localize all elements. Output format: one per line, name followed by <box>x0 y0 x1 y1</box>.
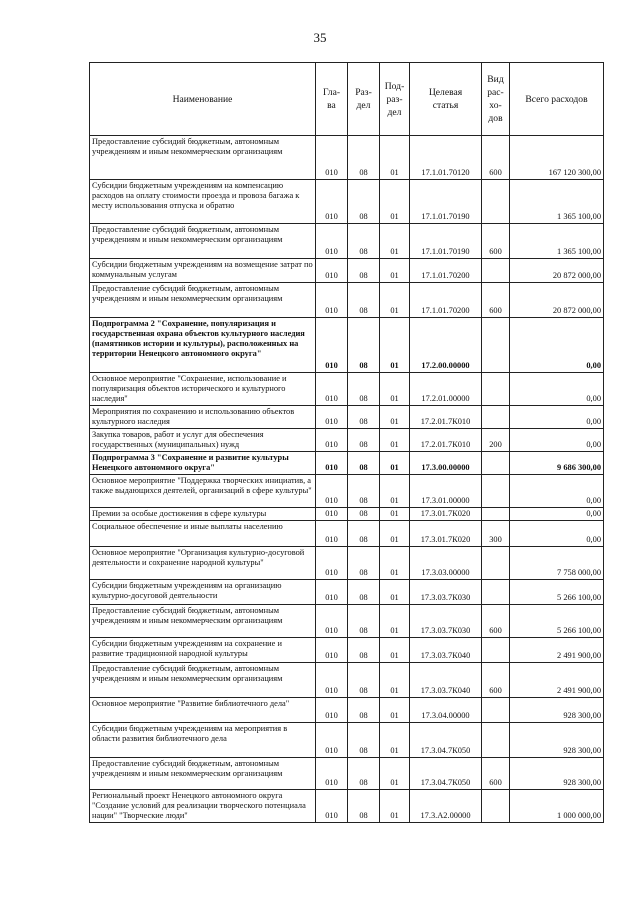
cell-vid <box>482 723 510 758</box>
cell-name: Субсидии бюджетным учреждениям на сохранение и развитие традиционной народной культуры <box>90 638 316 663</box>
cell-total: 928 300,00 <box>510 698 604 723</box>
cell-name: Основное мероприятие "Развитие библиотечного дела" <box>90 698 316 723</box>
cell-podrazdel: 01 <box>380 136 410 180</box>
cell-target: 17.3.03.7К030 <box>410 605 482 638</box>
cell-podrazdel: 01 <box>380 429 410 452</box>
cell-podrazdel: 01 <box>380 406 410 429</box>
table-row <box>90 224 604 259</box>
cell-target: 17.2.01.00000 <box>410 373 482 406</box>
cell-target: 17.3.04.00000 <box>410 698 482 723</box>
table-row <box>90 790 604 823</box>
cell-razdel: 08 <box>348 758 380 790</box>
cell-glava: 010 <box>316 452 348 475</box>
cell-razdel: 08 <box>348 373 380 406</box>
table-row <box>90 723 604 758</box>
table-row <box>90 475 604 508</box>
cell-total: 1 365 100,00 <box>510 180 604 224</box>
cell-name: Субсидии бюджетным учреждениям на мероприятия в области развития библиотечного дела <box>90 723 316 758</box>
cell-name: Закупка товаров, работ и услуг для обеспечения государственных (муниципальных) нужд <box>90 429 316 452</box>
header-razdel: Раз- дел <box>348 63 380 136</box>
cell-vid <box>482 406 510 429</box>
cell-target: 17.1.01.70190 <box>410 224 482 259</box>
cell-name: Социальное обеспечение и иные выплаты населению <box>90 521 316 547</box>
cell-target: 17.2.01.7К010 <box>410 429 482 452</box>
cell-total: 1 000 000,00 <box>510 790 604 823</box>
cell-total: 0,00 <box>510 475 604 508</box>
cell-glava: 010 <box>316 259 348 283</box>
header-vid: Вид рас- хо- дов <box>482 63 510 136</box>
cell-razdel: 08 <box>348 698 380 723</box>
cell-target: 17.3.03.00000 <box>410 547 482 580</box>
table-row <box>90 259 604 283</box>
cell-total: 5 266 100,00 <box>510 605 604 638</box>
cell-vid: 600 <box>482 283 510 318</box>
cell-total: 20 872 000,00 <box>510 283 604 318</box>
cell-target: 17.3.04.7К050 <box>410 758 482 790</box>
cell-name: Предоставление субсидий бюджетным, автономным учреждениям и иным некоммерческим организациям <box>90 758 316 790</box>
cell-name: Предоставление субсидий бюджетным, автономным учреждениям и иным некоммерческим организациям <box>90 663 316 698</box>
cell-podrazdel: 01 <box>380 521 410 547</box>
cell-glava: 010 <box>316 638 348 663</box>
cell-razdel: 08 <box>348 283 380 318</box>
cell-razdel: 08 <box>348 224 380 259</box>
cell-vid <box>482 580 510 605</box>
cell-vid <box>482 547 510 580</box>
cell-target: 17.3.А2.00000 <box>410 790 482 823</box>
cell-total: 5 266 100,00 <box>510 580 604 605</box>
cell-name: Мероприятия по сохранению и использованию объектов культурного наследия <box>90 406 316 429</box>
cell-podrazdel: 01 <box>380 547 410 580</box>
table-row <box>90 663 604 698</box>
budget-table <box>89 62 604 823</box>
cell-target: 17.3.01.7К020 <box>410 521 482 547</box>
cell-vid: 600 <box>482 136 510 180</box>
header-name: Наименование <box>90 63 316 136</box>
cell-target: 17.1.01.70200 <box>410 259 482 283</box>
cell-glava: 010 <box>316 605 348 638</box>
cell-vid <box>482 698 510 723</box>
table-row <box>90 136 604 180</box>
cell-name: Субсидии бюджетным учреждениям на возмещение затрат по коммунальным услугам <box>90 259 316 283</box>
cell-razdel: 08 <box>348 521 380 547</box>
cell-total: 0,00 <box>510 373 604 406</box>
cell-name: Предоставление субсидий бюджетным, автономным учреждениям и иным некоммерческим организациям <box>90 224 316 259</box>
cell-glava: 010 <box>316 429 348 452</box>
cell-podrazdel: 01 <box>380 638 410 663</box>
cell-podrazdel: 01 <box>380 723 410 758</box>
cell-total: 167 120 300,00 <box>510 136 604 180</box>
cell-target: 17.3.00.00000 <box>410 452 482 475</box>
cell-razdel: 08 <box>348 180 380 224</box>
cell-glava: 010 <box>316 790 348 823</box>
cell-target: 17.1.01.70120 <box>410 136 482 180</box>
cell-podrazdel: 01 <box>380 283 410 318</box>
table-row <box>90 283 604 318</box>
cell-total: 928 300,00 <box>510 723 604 758</box>
table-row <box>90 180 604 224</box>
cell-vid: 600 <box>482 605 510 638</box>
cell-razdel: 08 <box>348 790 380 823</box>
cell-total: 2 491 900,00 <box>510 663 604 698</box>
header-glava: Гла- ва <box>316 63 348 136</box>
table-row <box>90 406 604 429</box>
cell-razdel: 08 <box>348 136 380 180</box>
cell-vid: 600 <box>482 663 510 698</box>
cell-razdel: 08 <box>348 406 380 429</box>
table-row <box>90 429 604 452</box>
cell-target: 17.1.01.70190 <box>410 180 482 224</box>
cell-name: Основное мероприятие "Организация культурно-досуговой деятельности и сохранение народной культуры" <box>90 547 316 580</box>
cell-razdel: 08 <box>348 547 380 580</box>
cell-name: Предоставление субсидий бюджетным, автономным учреждениям и иным некоммерческим организациям <box>90 136 316 180</box>
cell-glava: 010 <box>316 521 348 547</box>
cell-razdel: 08 <box>348 605 380 638</box>
cell-total: 0,00 <box>510 429 604 452</box>
header-total: Всего расходов <box>510 63 604 136</box>
cell-total: 0,00 <box>510 508 604 521</box>
cell-glava: 010 <box>316 580 348 605</box>
cell-vid <box>482 508 510 521</box>
table-row <box>90 638 604 663</box>
cell-vid <box>482 373 510 406</box>
cell-razdel: 08 <box>348 663 380 698</box>
cell-name: Подпрограмма 2 "Сохранение, популяризация и государственная охрана объектов культурного наследия (памятников истории и культуры), расположенных на территории Ненецкого автономного округа" <box>90 318 316 373</box>
table-row <box>90 758 604 790</box>
table-row <box>90 508 604 521</box>
table-row <box>90 547 604 580</box>
cell-razdel: 08 <box>348 475 380 508</box>
cell-razdel: 08 <box>348 580 380 605</box>
cell-vid <box>482 475 510 508</box>
cell-name: Субсидии бюджетным учреждениям на компенсацию расходов на оплату стоимости проезда и провоза багажа к месту использования отпуска и обратно <box>90 180 316 224</box>
cell-total: 0,00 <box>510 318 604 373</box>
cell-podrazdel: 01 <box>380 259 410 283</box>
cell-target: 17.1.01.70200 <box>410 283 482 318</box>
cell-podrazdel: 01 <box>380 452 410 475</box>
cell-podrazdel: 01 <box>380 790 410 823</box>
cell-razdel: 08 <box>348 723 380 758</box>
cell-glava: 010 <box>316 318 348 373</box>
cell-razdel: 08 <box>348 259 380 283</box>
cell-glava: 010 <box>316 373 348 406</box>
cell-podrazdel: 01 <box>380 580 410 605</box>
cell-total: 7 758 000,00 <box>510 547 604 580</box>
cell-vid <box>482 790 510 823</box>
cell-podrazdel: 01 <box>380 663 410 698</box>
table-row <box>90 605 604 638</box>
cell-total: 0,00 <box>510 521 604 547</box>
cell-glava: 010 <box>316 136 348 180</box>
cell-glava: 010 <box>316 508 348 521</box>
cell-target: 17.3.03.7К040 <box>410 663 482 698</box>
cell-podrazdel: 01 <box>380 318 410 373</box>
cell-razdel: 08 <box>348 638 380 663</box>
table-row <box>90 373 604 406</box>
cell-total: 2 491 900,00 <box>510 638 604 663</box>
cell-name: Предоставление субсидий бюджетным, автономным учреждениям и иным некоммерческим организациям <box>90 283 316 318</box>
cell-podrazdel: 01 <box>380 180 410 224</box>
cell-glava: 010 <box>316 758 348 790</box>
cell-glava: 010 <box>316 547 348 580</box>
cell-podrazdel: 01 <box>380 373 410 406</box>
cell-vid <box>482 318 510 373</box>
header-podrazdel: Под- раз- дел <box>380 63 410 136</box>
cell-name: Основное мероприятие "Сохранение, использование и популяризация объектов исторического и культурного наследия" <box>90 373 316 406</box>
cell-name: Предоставление субсидий бюджетным, автономным учреждениям и иным некоммерческим организациям <box>90 605 316 638</box>
cell-name: Субсидии бюджетным учреждениям на организацию культурно-досуговой деятельности <box>90 580 316 605</box>
cell-vid: 600 <box>482 758 510 790</box>
cell-name: Премии за особые достижения в сфере культуры <box>90 508 316 521</box>
cell-glava: 010 <box>316 475 348 508</box>
header-row <box>90 63 604 136</box>
cell-razdel: 08 <box>348 508 380 521</box>
page-number: 35 <box>313 30 327 45</box>
cell-name: Подпрограмма 3 "Сохранение и развитие культуры Ненецкого автономного округа" <box>90 452 316 475</box>
table-row <box>90 580 604 605</box>
cell-total: 9 686 300,00 <box>510 452 604 475</box>
cell-razdel: 08 <box>348 429 380 452</box>
cell-vid <box>482 259 510 283</box>
table-row <box>90 452 604 475</box>
cell-glava: 010 <box>316 283 348 318</box>
cell-podrazdel: 01 <box>380 605 410 638</box>
cell-podrazdel: 01 <box>380 224 410 259</box>
cell-razdel: 08 <box>348 318 380 373</box>
cell-total: 1 365 100,00 <box>510 224 604 259</box>
cell-podrazdel: 01 <box>380 508 410 521</box>
cell-name: Основное мероприятие "Поддержка творческих инициатив, а также выдающихся деятелей, организаций в сфере культуры" <box>90 475 316 508</box>
cell-glava: 010 <box>316 698 348 723</box>
cell-podrazdel: 01 <box>380 698 410 723</box>
cell-glava: 010 <box>316 224 348 259</box>
cell-target: 17.2.01.7К010 <box>410 406 482 429</box>
cell-glava: 010 <box>316 180 348 224</box>
cell-glava: 010 <box>316 723 348 758</box>
cell-podrazdel: 01 <box>380 758 410 790</box>
cell-glava: 010 <box>316 663 348 698</box>
cell-vid <box>482 452 510 475</box>
cell-glava: 010 <box>316 406 348 429</box>
cell-total: 0,00 <box>510 406 604 429</box>
cell-target: 17.2.00.00000 <box>410 318 482 373</box>
cell-total: 20 872 000,00 <box>510 259 604 283</box>
cell-target: 17.3.01.7К020 <box>410 508 482 521</box>
cell-podrazdel: 01 <box>380 475 410 508</box>
cell-name: Региональный проект Ненецкого автономного округа "Создание условий для реализации творческого потенциала нации" "Творческие люди" <box>90 790 316 823</box>
cell-total: 928 300,00 <box>510 758 604 790</box>
cell-target: 17.3.01.00000 <box>410 475 482 508</box>
cell-target: 17.3.03.7К030 <box>410 580 482 605</box>
cell-razdel: 08 <box>348 452 380 475</box>
cell-vid <box>482 180 510 224</box>
table-row <box>90 318 604 373</box>
table-row <box>90 698 604 723</box>
cell-vid: 600 <box>482 224 510 259</box>
cell-vid: 300 <box>482 521 510 547</box>
cell-vid: 200 <box>482 429 510 452</box>
cell-target: 17.3.04.7К050 <box>410 723 482 758</box>
table-row <box>90 521 604 547</box>
cell-target: 17.3.03.7К040 <box>410 638 482 663</box>
header-target: Целевая статья <box>410 63 482 136</box>
cell-vid <box>482 638 510 663</box>
